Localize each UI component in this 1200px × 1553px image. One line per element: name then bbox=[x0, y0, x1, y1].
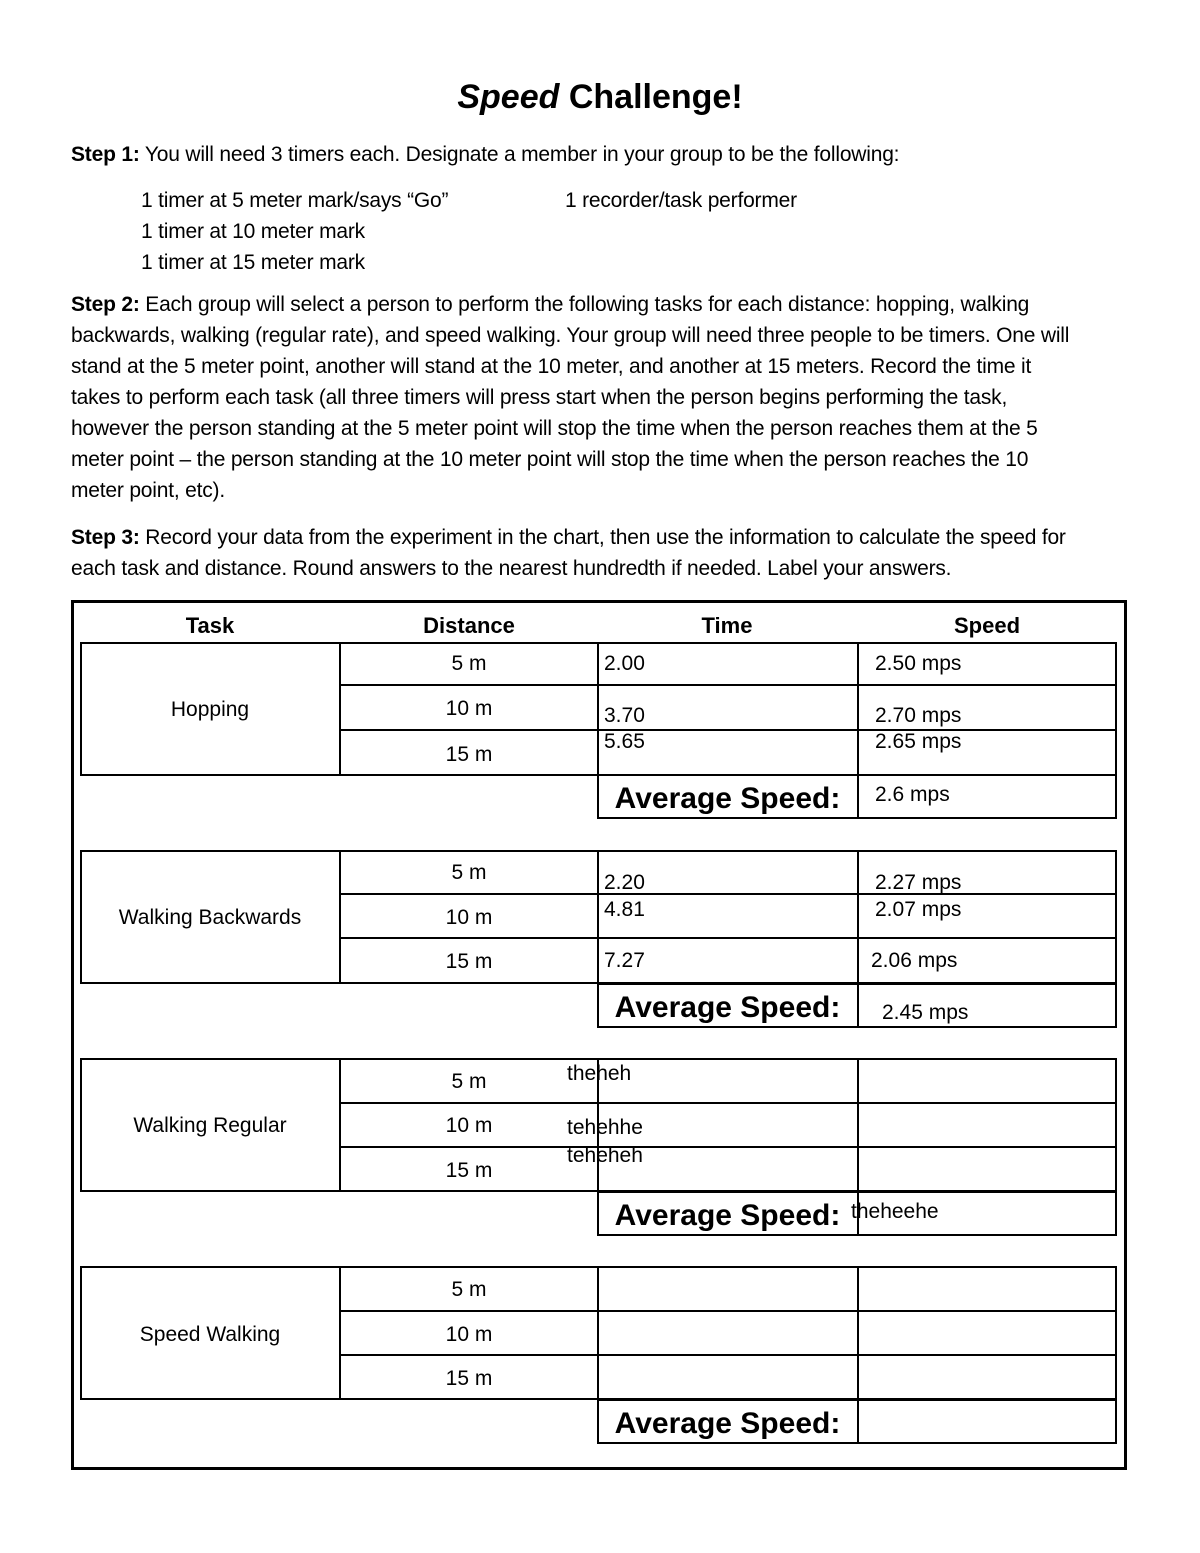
step2-line-3: stand at the 5 meter point, another will stand at the 10 meter, and another at 15 meters. Record the time it bbox=[71, 355, 1032, 378]
step3-paragraph bbox=[71, 522, 1131, 584]
distance-15m: 15 m bbox=[445, 950, 493, 973]
header-time: Time bbox=[701, 613, 753, 638]
average-speed-label: Average Speed: bbox=[614, 782, 841, 815]
task-hopping: Hopping bbox=[170, 698, 250, 721]
task-walking-regular: Walking Regular bbox=[133, 1114, 287, 1137]
speed-value[interactable]: 2.07 mps bbox=[875, 898, 962, 921]
header-speed: Speed bbox=[953, 613, 1021, 638]
step1-label: Step 1: bbox=[71, 143, 140, 166]
task-speed-walking: Speed Walking bbox=[139, 1323, 281, 1346]
step1-intro bbox=[71, 139, 1131, 170]
distance-10m: 10 m bbox=[445, 697, 493, 720]
task-walking-backwards: Walking Backwards bbox=[118, 906, 302, 929]
distance-5m: 5 m bbox=[451, 1278, 487, 1301]
title-rest: Challenge! bbox=[568, 78, 743, 116]
step2-line-1 bbox=[71, 289, 1131, 320]
time-value[interactable]: 4.81 bbox=[604, 898, 645, 921]
step3-line-1-text: Record your data from the experiment in the chart, then use the information to calculate the speed for bbox=[145, 526, 1066, 549]
average-speed-label: Average Speed: bbox=[614, 1199, 841, 1232]
step2-line-5: however the person standing at the 5 meter point will stop the time when the person reaches them at the 5 bbox=[71, 417, 1038, 440]
step3-label: Step 3: bbox=[71, 526, 140, 549]
step1-role-3: 1 timer at 15 meter mark bbox=[141, 251, 365, 274]
distance-15m: 15 m bbox=[445, 1159, 493, 1182]
average-speed-value[interactable]: 2.45 mps bbox=[882, 1001, 969, 1024]
distance-10m: 10 m bbox=[445, 1114, 493, 1137]
step2-line-2: backwards, walking (regular rate), and speed walking. Your group will need three people to be timers. One will bbox=[71, 324, 1070, 347]
distance-5m: 5 m bbox=[451, 652, 487, 675]
step2-label: Step 2: bbox=[71, 293, 140, 316]
distance-15m: 15 m bbox=[445, 1367, 493, 1390]
step3-line-2: each task and distance. Round answers to the nearest hundredth if needed. Label your answers. bbox=[71, 557, 952, 580]
time-value[interactable]: 7.27 bbox=[604, 949, 645, 972]
step2-paragraph bbox=[71, 289, 1131, 506]
step2-line-6: meter point – the person standing at the 10 meter point will stop the time when the person reaches the 10 bbox=[71, 448, 1029, 471]
title-italic: Speed bbox=[457, 78, 560, 116]
speed-value[interactable]: 2.70 mps bbox=[875, 704, 962, 727]
time-value[interactable]: teheheh bbox=[567, 1144, 643, 1167]
average-speed-value[interactable]: 2.6 mps bbox=[875, 783, 950, 806]
distance-5m: 5 m bbox=[451, 861, 487, 884]
time-value[interactable]: theheh bbox=[567, 1062, 632, 1085]
time-value[interactable]: 2.20 bbox=[604, 871, 645, 894]
step2-line-1-text: Each group will select a person to perform the following tasks for each distance: hopping, walking bbox=[145, 293, 1030, 316]
step1-text: You will need 3 timers each. Designate a member in your group to be the following: bbox=[144, 143, 900, 166]
speed-value[interactable]: 2.65 mps bbox=[875, 730, 962, 753]
step1-role-1: 1 timer at 5 meter mark/says “Go” bbox=[141, 189, 449, 212]
average-speed-label: Average Speed: bbox=[614, 991, 841, 1024]
distance-10m: 10 m bbox=[445, 906, 493, 929]
step1-role-recorder: 1 recorder/task performer bbox=[565, 189, 797, 212]
distance-5m: 5 m bbox=[451, 1070, 487, 1093]
average-speed-label: Average Speed: bbox=[614, 1407, 841, 1440]
distance-10m: 10 m bbox=[445, 1323, 493, 1346]
speed-value[interactable]: 2.06 mps bbox=[871, 949, 958, 972]
time-value[interactable]: 3.70 bbox=[604, 704, 645, 727]
average-speed-value[interactable]: theheehe bbox=[851, 1200, 939, 1223]
step2-line-7: meter point, etc). bbox=[71, 479, 225, 502]
header-task: Task bbox=[185, 613, 235, 638]
step3-line-1 bbox=[71, 522, 1131, 553]
step2-line-4: takes to perform each task (all three timers will press start when the person begins performing the task, bbox=[71, 386, 1008, 409]
speed-value[interactable]: 2.27 mps bbox=[875, 871, 962, 894]
speed-value[interactable]: 2.50 mps bbox=[875, 652, 962, 675]
step1-role-2: 1 timer at 10 meter mark bbox=[141, 220, 365, 243]
distance-15m: 15 m bbox=[445, 743, 493, 766]
header-distance: Distance bbox=[423, 613, 515, 638]
time-value[interactable]: tehehhe bbox=[567, 1116, 643, 1139]
page-title bbox=[0, 74, 1200, 120]
time-value[interactable]: 2.00 bbox=[604, 652, 645, 675]
time-value[interactable]: 5.65 bbox=[604, 730, 645, 753]
